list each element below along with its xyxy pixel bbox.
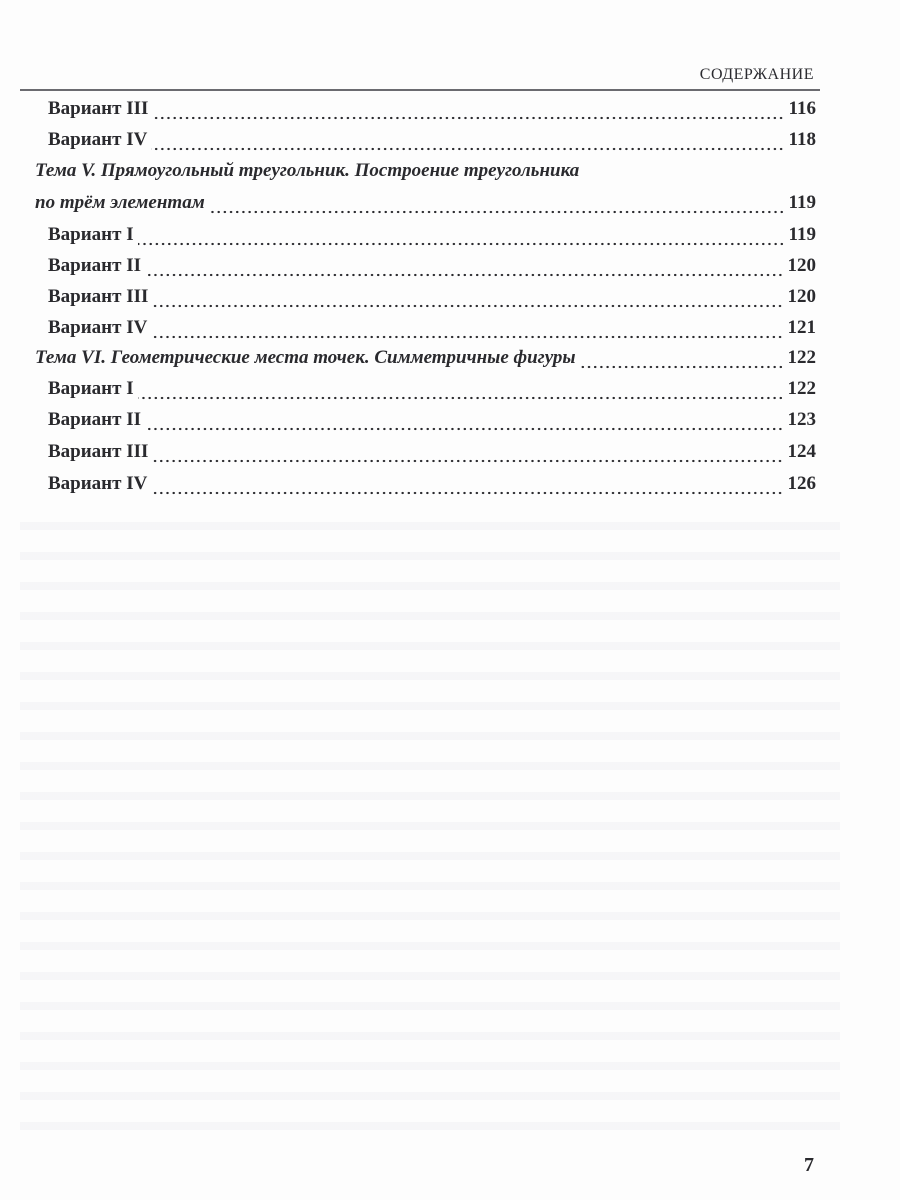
dot-leader xyxy=(580,365,784,369)
dot-leader xyxy=(209,210,785,214)
header-rule xyxy=(20,89,820,91)
toc-topic-heading xyxy=(35,192,816,222)
toc-entry-label: Вариант II xyxy=(48,255,142,276)
toc-entry-label: Вариант III xyxy=(48,441,149,462)
dot-leader xyxy=(138,396,784,400)
dot-leader xyxy=(138,242,785,246)
toc-entry-page: 118 xyxy=(788,129,816,150)
toc-entry-page: 122 xyxy=(787,347,816,368)
toc-entry-page: 124 xyxy=(787,441,816,462)
toc-entry-page: 119 xyxy=(788,224,816,245)
toc-entry-label: Вариант IV xyxy=(48,317,148,338)
toc-entry-page: 120 xyxy=(787,286,816,307)
toc-entry xyxy=(48,317,816,347)
toc-entry-label: Вариант IV xyxy=(48,473,148,494)
toc-topic-heading xyxy=(35,160,795,190)
toc-entry xyxy=(48,224,816,254)
toc-entry-label: Вариант IV xyxy=(48,129,148,150)
toc-entry xyxy=(48,378,816,408)
toc-entry-page: 119 xyxy=(788,192,816,213)
dot-leader xyxy=(151,491,783,495)
toc-topic-label: по трём элементам xyxy=(35,192,205,213)
bleed-through-texture xyxy=(20,500,840,1140)
toc-topic-heading xyxy=(35,347,816,377)
toc-entry-page: 116 xyxy=(788,98,816,119)
toc-entry xyxy=(48,441,816,471)
dot-leader xyxy=(151,335,783,339)
toc-entry-page: 120 xyxy=(787,255,816,276)
toc-topic-label: Тема V. Прямоугольный треугольник. Построение треугольника xyxy=(35,160,580,181)
toc-entry-page: 126 xyxy=(787,473,816,494)
toc-entry-label: Вариант III xyxy=(48,286,149,307)
dot-leader xyxy=(152,459,783,463)
running-header-title: СОДЕРЖАНИЕ xyxy=(699,66,814,83)
toc-entry xyxy=(48,473,816,503)
toc-entry xyxy=(48,129,816,159)
toc-entry xyxy=(48,286,816,316)
dot-leader xyxy=(145,427,783,431)
page-number: 7 xyxy=(804,1154,814,1176)
toc-entry xyxy=(48,409,816,439)
toc-entry-label: Вариант I xyxy=(48,378,134,399)
dot-leader xyxy=(151,147,784,151)
toc-entry-label: Вариант II xyxy=(48,409,142,430)
toc-entry-page: 123 xyxy=(787,409,816,430)
toc-entry-label: Вариант III xyxy=(48,98,149,119)
toc-entry-page: 121 xyxy=(787,317,816,338)
toc-entry xyxy=(48,98,816,128)
toc-topic-label: Тема VI. Геометрические места точек. Симметричные фигуры xyxy=(35,347,576,368)
toc-entry-label: Вариант I xyxy=(48,224,134,245)
dot-leader xyxy=(152,304,783,308)
toc-entry-page: 122 xyxy=(787,378,816,399)
toc-entry xyxy=(48,255,816,285)
dot-leader xyxy=(152,116,784,120)
dot-leader xyxy=(145,273,783,277)
